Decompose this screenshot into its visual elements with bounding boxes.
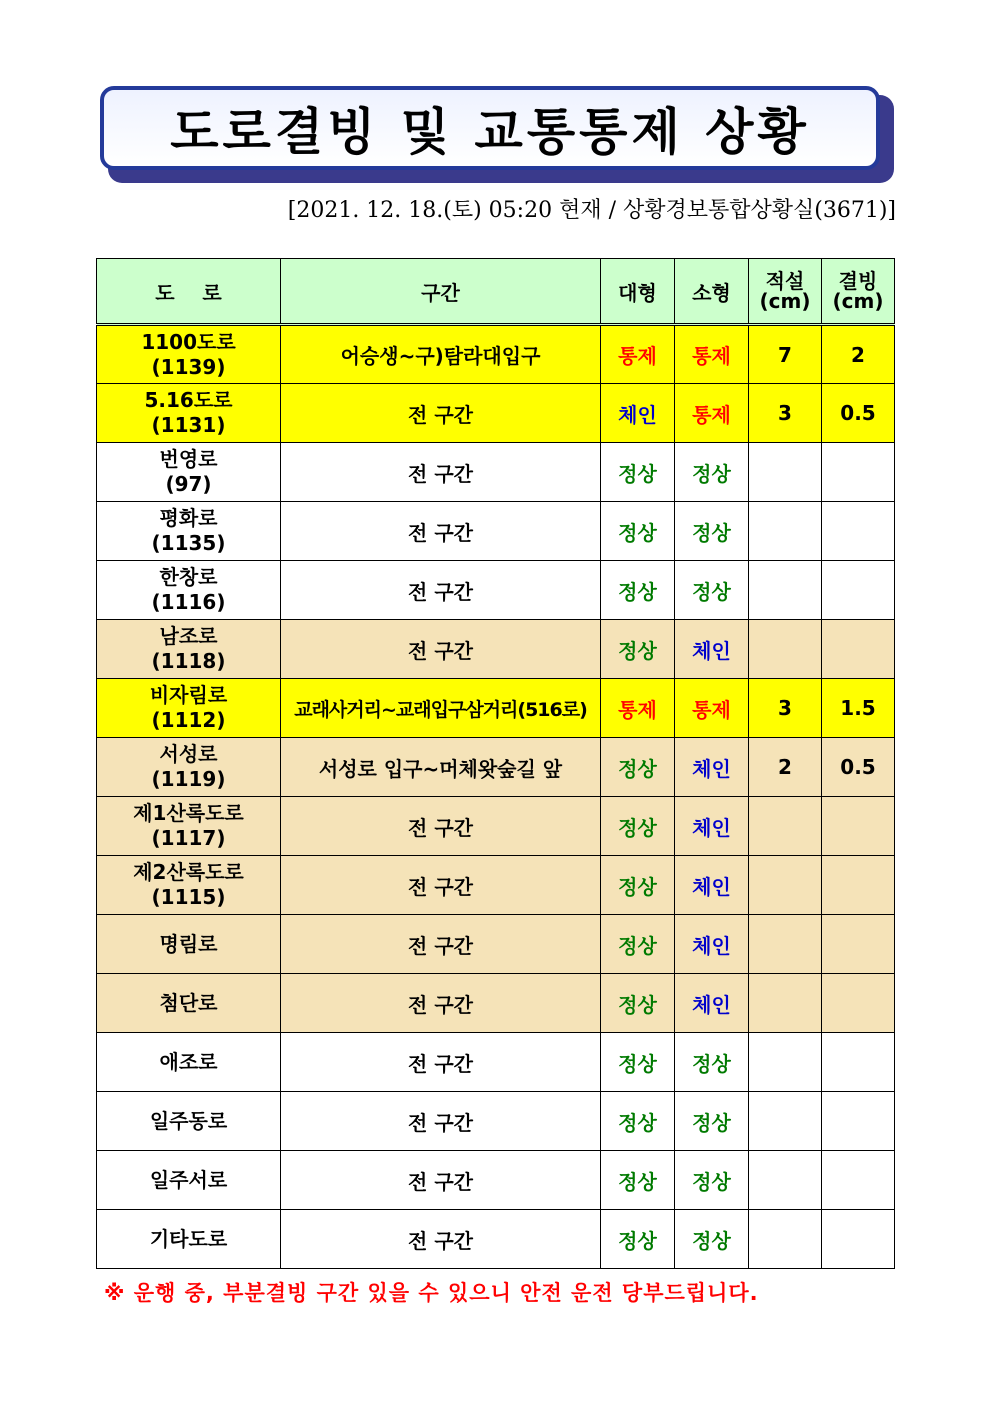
snow-depth-cell [749, 620, 822, 679]
road-name: 일주서로 [149, 1167, 228, 1192]
road-number: (97) [165, 472, 212, 496]
road-name: 5.16도로 [144, 388, 233, 412]
small-vehicle-status: 정상 [675, 1151, 749, 1210]
small-vehicle-status: 통제 [675, 679, 749, 738]
road-name: 명림로 [159, 931, 218, 956]
road-number: (1119) [151, 767, 226, 791]
large-vehicle-status: 정상 [601, 1210, 675, 1269]
road-name: 제1산록도로 [133, 801, 244, 825]
large-vehicle-status: 정상 [601, 915, 675, 974]
road-name: 번영로 [159, 447, 218, 471]
title-box [100, 86, 880, 170]
small-vehicle-status: 정상 [675, 443, 749, 502]
small-vehicle-status: 정상 [675, 561, 749, 620]
table-row [97, 1210, 895, 1269]
ice-depth-cell [822, 1210, 895, 1269]
snow-depth-cell: 7 [749, 325, 822, 384]
table-row [97, 738, 895, 797]
table-header-row [97, 259, 895, 325]
table-row [97, 620, 895, 679]
table-row [97, 384, 895, 443]
road-number: (1112) [151, 708, 226, 732]
section-cell: 전 구간 [281, 384, 601, 443]
snow-depth-cell: 3 [749, 384, 822, 443]
ice-depth-cell [822, 915, 895, 974]
ice-depth-cell [822, 797, 895, 856]
road-name-cell [97, 443, 281, 502]
snow-depth-cell: 3 [749, 679, 822, 738]
road-name-cell [97, 679, 281, 738]
road-number: (1131) [151, 413, 226, 437]
section-cell: 전 구간 [281, 1033, 601, 1092]
section-cell: 전 구간 [281, 1151, 601, 1210]
snow-depth-cell [749, 502, 822, 561]
page-title: 도로결빙 및 교통통제 상황 [170, 103, 810, 161]
snow-depth-cell [749, 561, 822, 620]
road-name: 첨단로 [159, 990, 218, 1015]
road-name-cell [97, 620, 281, 679]
table-row [97, 974, 895, 1033]
section-cell: 전 구간 [281, 443, 601, 502]
snow-depth-cell [749, 856, 822, 915]
large-vehicle-status: 정상 [601, 974, 675, 1033]
section-cell: 전 구간 [281, 797, 601, 856]
large-vehicle-status: 통제 [601, 325, 675, 384]
section-cell: 전 구간 [281, 915, 601, 974]
header-small-vehicle: 소형 [675, 259, 749, 325]
large-vehicle-status: 정상 [601, 443, 675, 502]
large-vehicle-status: 정상 [601, 738, 675, 797]
section-cell: 교래사거리~교래입구삼거리(516로) [281, 679, 601, 738]
section-cell: 전 구간 [281, 620, 601, 679]
header-snow-label: 적설 [765, 269, 805, 293]
table-row [97, 1151, 895, 1210]
large-vehicle-status: 정상 [601, 502, 675, 561]
report-timestamp: [2021. 12. 18.(토) 05:20 현재 / 상황경보통합상황실(3671)] [287, 198, 896, 223]
ice-depth-cell: 1.5 [822, 679, 895, 738]
road-name-cell [97, 856, 281, 915]
small-vehicle-status: 체인 [675, 856, 749, 915]
road-name-cell [97, 797, 281, 856]
ice-depth-cell: 2 [822, 325, 895, 384]
road-name-cell [97, 1210, 281, 1269]
road-name-cell [97, 561, 281, 620]
section-cell: 전 구간 [281, 1092, 601, 1151]
snow-depth-cell [749, 915, 822, 974]
large-vehicle-status: 정상 [601, 1092, 675, 1151]
road-number: (1116) [151, 590, 226, 614]
road-name: 애조로 [159, 1049, 218, 1074]
ice-depth-cell [822, 1033, 895, 1092]
table-row [97, 502, 895, 561]
road-name-cell [97, 1092, 281, 1151]
section-cell: 전 구간 [281, 974, 601, 1033]
road-number: (1135) [151, 531, 226, 555]
road-name: 남조로 [159, 624, 218, 648]
small-vehicle-status: 체인 [675, 620, 749, 679]
table-row [97, 561, 895, 620]
snow-depth-cell: 2 [749, 738, 822, 797]
road-name: 평화로 [159, 506, 218, 530]
small-vehicle-status: 체인 [675, 974, 749, 1033]
large-vehicle-status: 통제 [601, 679, 675, 738]
road-name-cell [97, 1033, 281, 1092]
road-name: 한창로 [159, 565, 218, 589]
ice-depth-cell: 0.5 [822, 738, 895, 797]
small-vehicle-status: 체인 [675, 738, 749, 797]
snow-depth-cell [749, 797, 822, 856]
road-name: 제2산록도로 [133, 860, 244, 884]
table-row [97, 856, 895, 915]
small-vehicle-status: 통제 [675, 325, 749, 384]
header-ice-label: 결빙 [838, 269, 878, 293]
header-large-vehicle: 대형 [601, 259, 675, 325]
section-cell: 전 구간 [281, 856, 601, 915]
large-vehicle-status: 정상 [601, 797, 675, 856]
snow-depth-cell [749, 1151, 822, 1210]
road-name-cell [97, 384, 281, 443]
small-vehicle-status: 정상 [675, 1033, 749, 1092]
ice-depth-cell [822, 620, 895, 679]
road-name: 비자림로 [149, 683, 228, 707]
small-vehicle-status: 통제 [675, 384, 749, 443]
header-snow-depth [749, 259, 822, 325]
road-name-cell [97, 915, 281, 974]
road-number: (1139) [151, 354, 226, 379]
ice-depth-cell [822, 1151, 895, 1210]
large-vehicle-status: 정상 [601, 1151, 675, 1210]
table-row [97, 1033, 895, 1092]
small-vehicle-status: 정상 [675, 1092, 749, 1151]
small-vehicle-status: 체인 [675, 915, 749, 974]
table-row [97, 443, 895, 502]
road-number: (1117) [151, 826, 226, 850]
ice-depth-cell [822, 443, 895, 502]
section-cell: 전 구간 [281, 502, 601, 561]
safety-footnote: ※ 운행 중, 부분결빙 구간 있을 수 있으니 안전 운전 당부드립니다. [104, 1281, 759, 1305]
section-cell: 서성로 입구~머체왓숲길 앞 [281, 738, 601, 797]
header-section: 구간 [281, 259, 601, 325]
small-vehicle-status: 정상 [675, 1210, 749, 1269]
snow-depth-cell [749, 1092, 822, 1151]
large-vehicle-status: 정상 [601, 620, 675, 679]
road-name: 1100도로 [141, 329, 236, 354]
large-vehicle-status: 정상 [601, 561, 675, 620]
table-row [97, 325, 895, 384]
section-cell: 전 구간 [281, 561, 601, 620]
small-vehicle-status: 체인 [675, 797, 749, 856]
road-number: (1115) [151, 885, 226, 909]
ice-depth-cell: 0.5 [822, 384, 895, 443]
large-vehicle-status: 체인 [601, 384, 675, 443]
road-name: 일주동로 [149, 1108, 228, 1133]
road-name-cell [97, 502, 281, 561]
snow-depth-cell [749, 1033, 822, 1092]
snow-depth-cell [749, 443, 822, 502]
road-number: (1118) [151, 649, 226, 673]
table-body [97, 325, 895, 1269]
snow-depth-cell [749, 1210, 822, 1269]
large-vehicle-status: 정상 [601, 856, 675, 915]
road-name: 서성로 [159, 742, 218, 766]
large-vehicle-status: 정상 [601, 1033, 675, 1092]
ice-depth-cell [822, 502, 895, 561]
ice-depth-cell [822, 561, 895, 620]
table-row [97, 679, 895, 738]
ice-depth-cell [822, 856, 895, 915]
small-vehicle-status: 정상 [675, 502, 749, 561]
table-row [97, 797, 895, 856]
road-name-cell [97, 325, 281, 384]
road-name-cell [97, 1151, 281, 1210]
section-cell: 어승생~구)탐라대입구 [281, 325, 601, 384]
road-name: 기타도로 [149, 1226, 228, 1251]
header-ice-unit: (cm) [832, 289, 884, 313]
road-name-cell [97, 738, 281, 797]
snow-depth-cell [749, 974, 822, 1033]
header-road: 도 로 [97, 259, 281, 325]
header-snow-unit: (cm) [759, 289, 811, 313]
ice-depth-cell [822, 1092, 895, 1151]
road-status-table [96, 258, 895, 1269]
section-cell: 전 구간 [281, 1210, 601, 1269]
header-ice-depth [822, 259, 895, 325]
road-name-cell [97, 974, 281, 1033]
table-row [97, 915, 895, 974]
ice-depth-cell [822, 974, 895, 1033]
table-row [97, 1092, 895, 1151]
